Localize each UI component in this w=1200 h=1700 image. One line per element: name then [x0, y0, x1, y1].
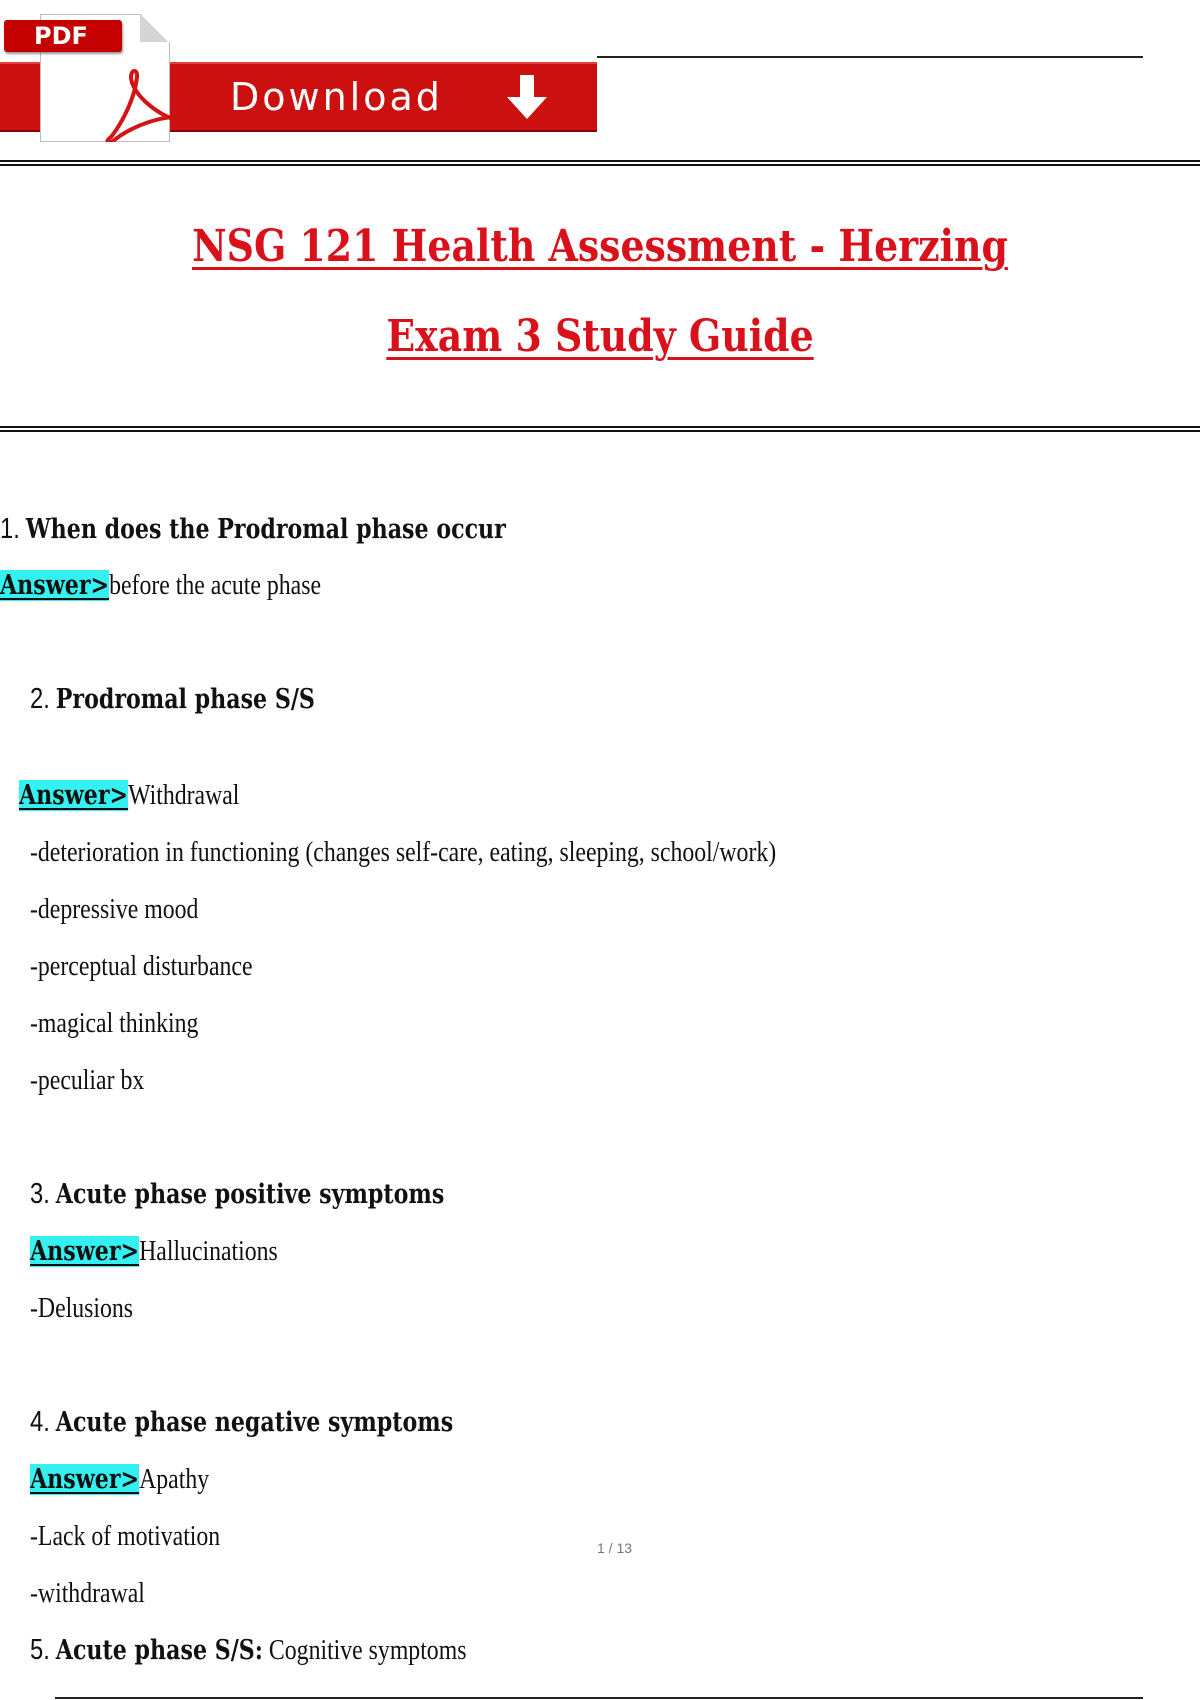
- answer-tag: Answer>: [30, 1464, 140, 1495]
- answer-text: before the acute phase: [109, 569, 322, 601]
- question-number: 3.: [30, 1178, 50, 1210]
- answer-text: Apathy: [139, 1463, 210, 1495]
- download-arrow-icon: [503, 73, 551, 123]
- answer-detail: -depressive mood: [30, 893, 199, 925]
- question-4: [30, 1403, 453, 1442]
- question-2: [30, 680, 315, 719]
- answer-3: [30, 1232, 278, 1271]
- answer-detail: -perceptual disturbance: [30, 950, 253, 982]
- question-text: When does the Prodromal phase occur: [25, 514, 506, 545]
- header-rule: [597, 56, 1143, 58]
- question-text-rest: Cognitive symptoms: [268, 1634, 467, 1666]
- title-block: [0, 160, 1200, 432]
- page-fold: [140, 14, 168, 42]
- answer-4: [30, 1460, 209, 1499]
- answer-2: [19, 776, 239, 815]
- answer-detail: -magical thinking: [30, 1007, 199, 1039]
- document-subtitle: Exam 3 Study Guide: [386, 311, 814, 362]
- download-banner: [0, 0, 1200, 150]
- answer-tag: Answer>: [0, 570, 110, 601]
- question-text: Acute phase positive symptoms: [55, 1179, 445, 1210]
- answer-1: [0, 566, 321, 605]
- answer-detail: -Delusions: [30, 1292, 134, 1324]
- download-label: Download: [230, 75, 443, 119]
- answer-detail: -deterioration in functioning (changes self-care, eating, sleeping, school/work): [30, 836, 777, 868]
- question-3: [30, 1175, 444, 1214]
- answer-detail: -Lack of motivation: [30, 1520, 221, 1552]
- question-5: [30, 1631, 466, 1670]
- answer-tag: Answer>: [30, 1236, 140, 1267]
- answer-text: Hallucinations: [139, 1235, 278, 1267]
- answer-tag: Answer>: [19, 780, 129, 811]
- answer-text: Withdrawal: [128, 779, 240, 811]
- answer-detail: -withdrawal: [30, 1577, 145, 1609]
- question-text: Acute phase S/S:: [55, 1635, 263, 1666]
- question-text: Prodromal phase S/S: [55, 684, 315, 715]
- answer-detail: -peculiar bx: [30, 1064, 145, 1096]
- question-number: 5.: [30, 1634, 50, 1666]
- footer-rule: [55, 1697, 1143, 1699]
- question-1: [0, 510, 506, 549]
- pdf-badge: PDF: [4, 20, 122, 52]
- question-number: 4.: [30, 1406, 50, 1438]
- question-text: Acute phase negative symptoms: [55, 1407, 454, 1438]
- question-number: 2.: [30, 683, 50, 715]
- question-number: 1.: [0, 513, 20, 545]
- page-indicator: 1 / 13: [597, 1540, 633, 1556]
- document-title: NSG 121 Health Assessment - Herzing: [192, 221, 1008, 272]
